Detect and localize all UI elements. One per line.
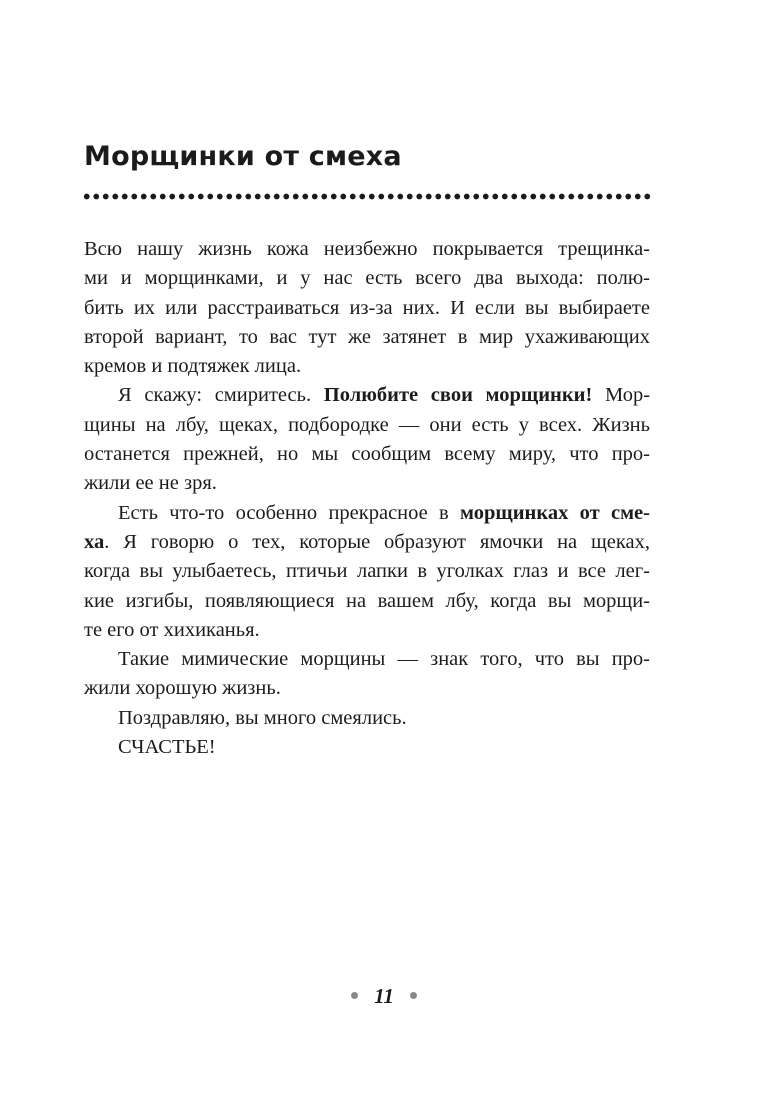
emphasis-text: ха (84, 530, 105, 553)
paragraph-6 (84, 733, 650, 762)
text-line: СЧАСТЬЕ! (118, 736, 216, 759)
text-line: Такие мимические морщины — знак того, что вы про- (118, 648, 650, 671)
text-line: ми и морщинками, и у нас есть всего два выхода: полю- (84, 267, 650, 290)
body-text (84, 235, 650, 762)
text-line (84, 499, 650, 528)
text-run: Мор- (592, 384, 651, 407)
text-line: останется прежней, но мы сообщим всему миру, что про- (84, 443, 650, 466)
emphasis-text: Полюбите свои морщинки! (323, 384, 593, 407)
dotted-divider (82, 192, 652, 201)
page-number: 11 (374, 984, 394, 1008)
text-line: щины на лбу, щеках, подбородке — они есть у всех. Жизнь (84, 413, 650, 436)
paragraph-4 (84, 645, 650, 704)
text-line: кремов и подтяжек лица. (84, 355, 302, 378)
page-footer (0, 984, 768, 1012)
emphasis-text: морщинках от сме- (460, 501, 650, 524)
paragraph-2 (84, 381, 650, 498)
paragraph-3 (84, 499, 650, 645)
text-line (84, 381, 650, 410)
text-run: Есть что-то особенно прекрасное в (118, 501, 461, 524)
text-line: Всю нашу жизнь кожа неизбежно покрывается трещинка- (84, 238, 650, 260)
text-line: кие изгибы, появляющиеся на вашем лбу, когда вы морщи- (84, 589, 650, 612)
paragraph-1 (84, 235, 650, 381)
text-line (84, 528, 650, 557)
text-line: второй вариант, то вас тут же затянет в мир ухаживающих (84, 325, 650, 348)
text-line: когда вы улыбаетесь, птичьи лапки в уголках глаз и все лег- (84, 560, 650, 583)
text-run: . Я говорю о тех, которые образуют ямочки на щеках, (104, 530, 650, 553)
chapter-title: Морщинки от смеха (84, 141, 402, 172)
paragraph-5 (84, 704, 650, 733)
bullet-dot-icon (351, 992, 358, 999)
text-line: те его от хихиканья. (84, 618, 260, 641)
bullet-dot-icon (410, 992, 417, 999)
text-line: жили ее не зря. (84, 472, 217, 495)
text-line: Поздравляю, вы много смеялись. (118, 706, 407, 729)
text-line: жили хорошую жизнь. (84, 677, 281, 700)
text-run: Я скажу: смиритесь. (118, 384, 324, 407)
text-line: бить их или расстраиваться из-за них. И если вы выбираете (84, 296, 650, 319)
